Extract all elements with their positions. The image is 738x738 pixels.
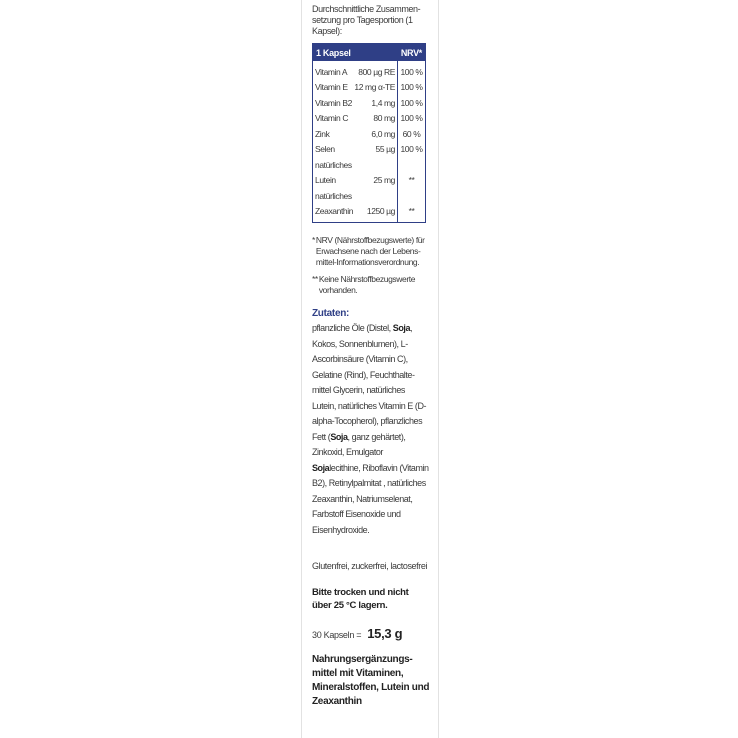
allergen-highlight: Soja <box>330 431 348 442</box>
nutrient-amount: 25 mg <box>373 175 395 186</box>
nutrient-name: Vitamin B2 <box>315 97 352 108</box>
storage-instructions: Bitte trocken und nicht über 25 °C lagern. <box>312 587 409 611</box>
nutrition-table-header <box>313 44 425 61</box>
nrv-value: 100 % <box>400 144 423 155</box>
label-strip <box>301 0 439 738</box>
table-row <box>315 111 397 127</box>
nrv-value: 100 % <box>400 97 423 108</box>
allergen-highlight: Soja <box>312 462 330 473</box>
nutrient-name: Lutein <box>315 175 336 186</box>
table-header-nrv: NRV* <box>400 47 422 58</box>
ingredient-part: lecithine, Riboflavin (Vitamin B2), Retinylpalmitat , natürliches Zeaxanthin, Natriumselenat, Farbstoff Eisenoxide und Eisenhydroxide. <box>312 462 429 535</box>
table-header-portion: 1 Kapsel <box>316 47 351 58</box>
nutrient-name: Selen <box>315 144 335 155</box>
intro-text: Durchschnittliche Zusammen-setzung pro Tagesportion (1 Kapsel): <box>312 4 421 36</box>
nutrient-name: Vitamin C <box>315 113 349 124</box>
table-row <box>315 157 397 173</box>
nutrient-name: Vitamin A <box>315 66 348 77</box>
nutrient-name: Zeaxanthin <box>315 206 354 217</box>
table-row <box>315 95 397 111</box>
ingredient-part: pflanzliche Öle (Distel, <box>312 323 393 333</box>
footnote-mark: ** <box>312 274 318 284</box>
table-row <box>315 126 397 142</box>
nutrient-amount: 12 mg α-TE <box>354 82 395 93</box>
nrv-value: ** <box>408 175 415 186</box>
nrv-value: ** <box>408 206 415 217</box>
nutrient-amount: 1250 µg <box>366 206 395 217</box>
table-row <box>315 80 397 96</box>
footnote-no-nrv <box>312 274 430 296</box>
ingredients-heading: Zutaten: <box>312 308 350 319</box>
ingredients-text <box>312 321 430 538</box>
nutrient-amount: 1,4 mg <box>371 97 395 108</box>
nutrition-table-body <box>313 61 425 222</box>
nutrient-name: natürliches <box>315 159 352 170</box>
label-content <box>312 4 430 709</box>
product-description: Nahrungsergänzungs-mittel mit Vitaminen, Mineralstoffen, Lutein und Zeaxanthin <box>312 654 430 707</box>
capsules-label: 30 Kapseln = <box>312 630 362 640</box>
table-row <box>315 142 397 158</box>
ingredient-part: , Kokos, Sonnenblumen), L-Ascorbinsäure (Vitamin C), Gelatine (Rind), Feuchthalte-mittel Glycerin, natürliches Lutein, natürliches Vitamin E (D-alpha-Tocopherol), pflanzliches Fett ( <box>312 323 427 442</box>
footnote-mark: * <box>312 235 315 245</box>
nutrient-amount: 55 µg <box>375 144 395 155</box>
nutrient-amount: 800 µg RE <box>358 66 395 77</box>
package-contents <box>312 626 430 641</box>
table-row <box>315 188 397 204</box>
footnote-text: Keine Nährstoffbezugswerte vorhanden. <box>318 274 416 295</box>
nrv-value <box>398 188 425 204</box>
footnote-nrv <box>312 235 430 268</box>
nutrient-column <box>313 61 398 222</box>
nutrient-name: natürliches <box>315 190 352 201</box>
nutrient-name: Vitamin E <box>315 82 348 93</box>
nrv-value <box>398 157 425 173</box>
ingredient-part: , ganz gehärtet), Zinkoxid, Emulgator <box>312 431 406 457</box>
nutrient-amount: 80 mg <box>373 113 395 124</box>
free-from-text: Glutenfrei, zuckerfrei, lactosefrei <box>312 561 428 571</box>
nrv-column <box>398 61 425 222</box>
nutrient-name: Zink <box>315 128 330 139</box>
nrv-value: 100 % <box>400 66 423 77</box>
nutrition-table <box>312 43 426 223</box>
footnote-text: NRV (Nährstoffbezugswerte) für Erwachsene nach der Lebens-mittel-Informationsverordnung. <box>315 235 425 267</box>
table-row <box>315 173 397 189</box>
nrv-value: 100 % <box>400 113 423 124</box>
nrv-value: 60 % <box>402 128 421 139</box>
allergen-highlight: Soja <box>392 323 411 333</box>
table-row <box>315 64 397 80</box>
nrv-value: 100 % <box>400 82 423 93</box>
table-row <box>315 204 397 220</box>
net-weight: 15,3 g <box>367 626 403 641</box>
nutrient-amount: 6,0 mg <box>371 128 395 139</box>
